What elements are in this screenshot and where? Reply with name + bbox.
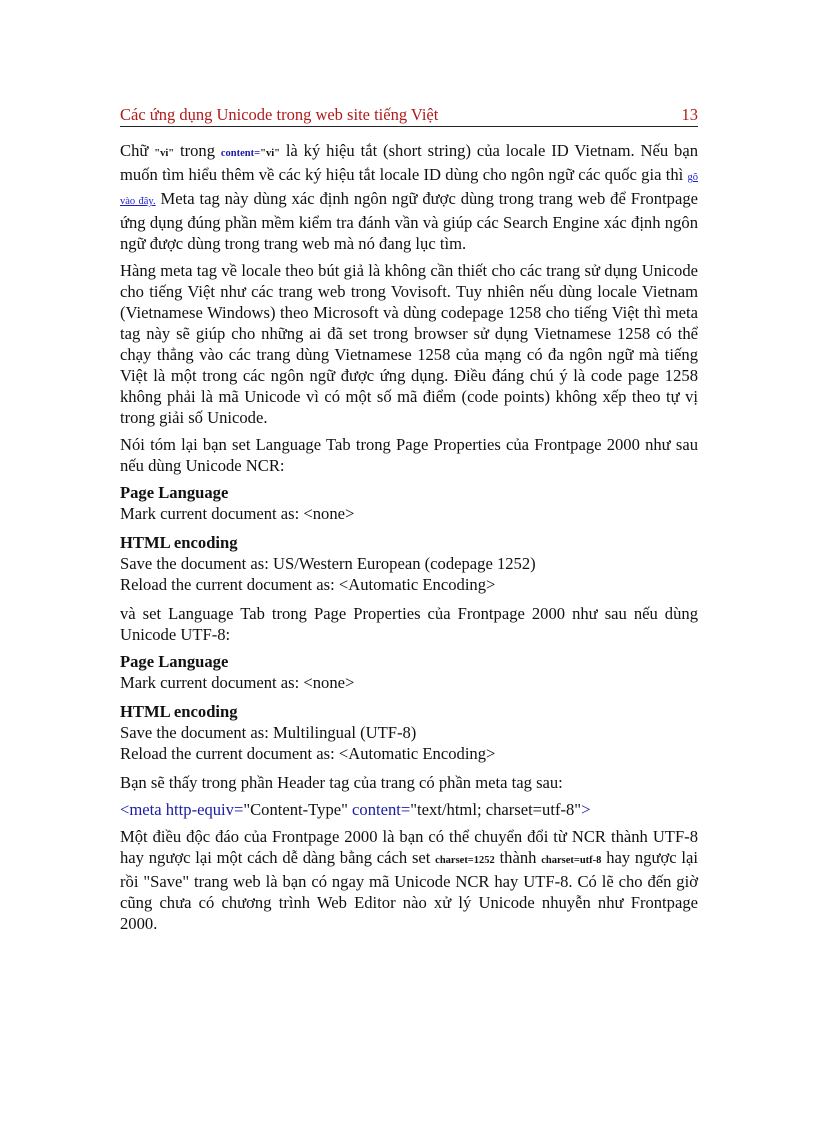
text-run: là ký hiệu tắt (short string) của locale ID Vietnam. Nếu bạn muốn tìm hiểu thêm về các ký hiệu tắt locale ID dùng cho ngôn ngữ các quốc gia thì: [120, 141, 698, 184]
document-body: [120, 140, 698, 940]
heading-html-encoding: HTML encoding: [120, 702, 238, 721]
heading-page-language: Page Language: [120, 652, 229, 671]
heading-page-language: Page Language: [120, 483, 229, 502]
code-content-attr: content=: [220, 148, 261, 159]
running-header: [120, 102, 698, 127]
locale-id-link[interactable]: gõ vào đây.: [120, 172, 698, 207]
text-run: Meta tag này dùng xác định ngôn ngữ được dùng trong trang web để Frontpage ứng dụng đúng phần mềm kiểm tra đánh vần và giúp các Search Engine xác định ngôn ngữ được dùng trong trang web mà nó đang lục tìm.: [120, 189, 698, 253]
code-run: content=: [347, 800, 411, 819]
code-charset-utf8: charset=utf-8: [541, 855, 602, 866]
header-title: Các ứng dụng Unicode trong web site tiếng Việt: [120, 105, 439, 124]
setting-line: Reload the current document as: <Automatic Encoding>: [120, 744, 496, 763]
setting-line: Mark current document as: <none>: [120, 673, 355, 692]
paragraph-summary-ncr: Nói tóm lại bạn set Language Tab trong Page Properties của Frontpage 2000 như sau nếu dùng Unicode NCR:: [120, 435, 698, 475]
code-value: "text/html; charset=utf-8": [410, 800, 582, 819]
ncr-settings: [120, 482, 698, 524]
page-number: 13: [681, 105, 698, 124]
heading-html-encoding: HTML encoding: [120, 533, 238, 552]
paragraph-conversion: [120, 826, 698, 934]
text-run: Chữ: [120, 141, 155, 160]
code-charset-1252: charset=1252: [435, 855, 495, 866]
utf8-settings: [120, 651, 698, 693]
text-run: Một điều độc đáo của Frontpage 2000 là bạn có thể chuyển đổi từ NCR thành UTF-8 hay ngược lại một cách dễ dàng bằng cách set: [120, 827, 698, 867]
setting-line: Save the document as: Multilingual (UTF-8): [120, 723, 417, 742]
ncr-encoding: [120, 532, 698, 595]
code-vi: "vi": [154, 148, 175, 159]
text-run: thành: [494, 848, 542, 867]
text-run: trong: [174, 141, 221, 160]
setting-line: Mark current document as: <none>: [120, 504, 355, 523]
utf8-encoding: [120, 701, 698, 764]
code-run: >: [581, 800, 591, 819]
setting-line: Reload the current document as: <Automatic Encoding>: [120, 575, 496, 594]
paragraph-locale: [120, 140, 698, 254]
text-run: hay ngược lại rồi "Save" trang web là bạn có ngay mã Unicode NCR hay UTF-8. Có lẽ cho đến giờ cũng chưa có chương trình Web Editor nào xử lý Unicode nhuyễn như Frontpage 2000.: [120, 848, 698, 933]
paragraph-meta-locale: Hàng meta tag về locale theo bút giả là không cần thiết cho các trang sử dụng Unicode cho tiếng Việt như các trang web trong Vovisoft. Tuy nhiên nếu dùng locale Vietnam (Vietnamese Windows) theo Microsoft và dùng codepage 1258 cho tiếng Việt thì meta tag này sẽ giúp cho những ai đã set trong browser sử dụng Vietnamese 1258 có thể chạy thẳng vào các trang dùng Vietnamese 1258 của mạng có đa ngôn ngữ mà tiếng Việt là một trong các ngôn ngữ được ứng dụng. Điều đáng chú ý là code page 1258 không phải là mã Unicode vì có một số mã điểm (code points) không xếp theo tự vị trong giải số Unicode.: [120, 261, 698, 427]
setting-line: Save the document as: US/Western European (codepage 1252): [120, 554, 536, 573]
paragraph-header-tag: Bạn sẽ thấy trong phần Header tag của trang có phần meta tag sau:: [120, 773, 563, 792]
code-value: "Content-Type": [243, 800, 348, 819]
code-run: <meta http-equiv=: [120, 800, 244, 819]
meta-tag-code: [120, 799, 698, 820]
code-content-value: "vi": [260, 148, 280, 159]
paragraph-summary-utf8: và set Language Tab trong Page Properties của Frontpage 2000 như sau nếu dùng Unicode UTF-8:: [120, 604, 698, 644]
